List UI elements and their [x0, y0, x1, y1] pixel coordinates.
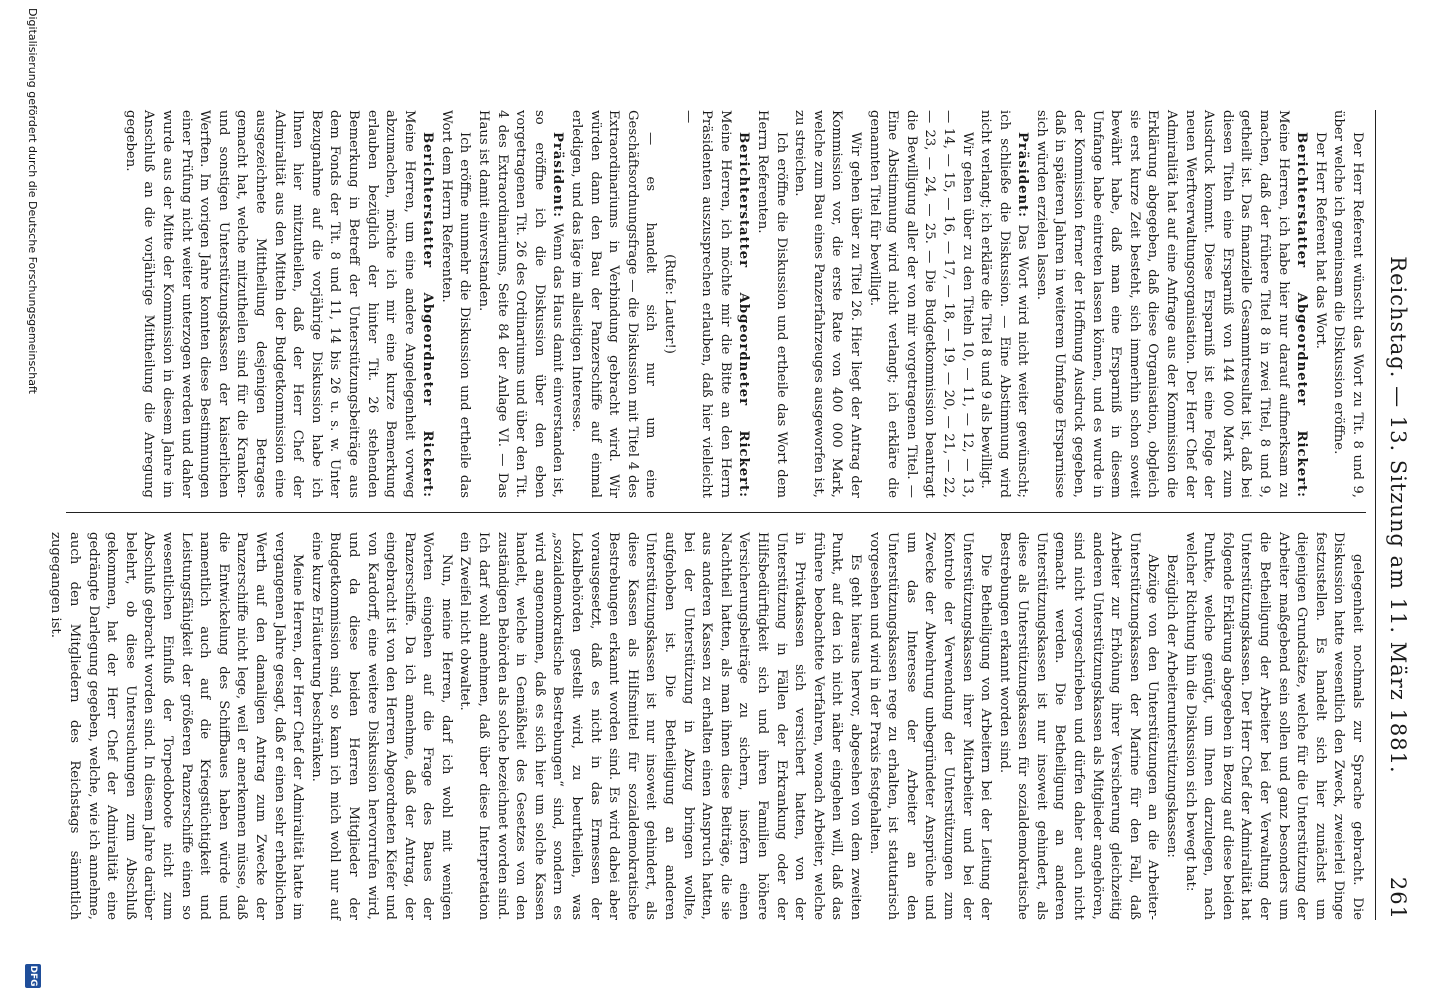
header-rule: [1375, 110, 1376, 920]
paragraph: [1310, 110, 1329, 498]
dfg-logo: DFG: [25, 964, 41, 988]
paragraph-text: Wenn das Haus damit einverstanden ist, so eröffne ich die Diskussion über den eben vorgetragenen Tit. 26 des Ordinariums und über den Tit. 4 des Extraordinariums, Seite 84 der Anlage VI. — Das Haus ist damit einverstanden.: [476, 110, 566, 498]
paragraph: [1180, 532, 1366, 920]
paragraph: [994, 532, 1161, 920]
paragraph: [1031, 110, 1310, 498]
running-title: Reichstag. — 13. Sitzung am 11. März 1881.: [1386, 256, 1410, 774]
paragraph: [790, 110, 864, 498]
paragraph: [864, 110, 976, 498]
paragraph: [455, 532, 864, 920]
paragraph: [752, 110, 789, 498]
paragraph: [1329, 110, 1366, 498]
digitization-footer: [22, 8, 44, 988]
paragraph: [678, 110, 752, 498]
paragraph: [436, 110, 473, 498]
paragraph: [1161, 532, 1180, 920]
text-column-left: [76, 110, 1366, 498]
interjection: [659, 110, 678, 498]
paragraph-text: — es handelt sich nur um eine Geschäftsordnungsfrage — die Diskussion mit Titel 4 des Extraordinariums in Verbindung gebracht wird. Wir würden dann den Bau der Panzerschiffe auf einmal erledigen, und das läge im allseitigen Interesse.: [569, 110, 659, 498]
paragraph-text: Die Betheiligung von Arbeitern bei der Leitung der Unterstützungskassen ihrer Mitarbeiter und bei der Kontrole der Verwendung der Unterstützungen zum Zwecke der Abwehrung unbegründeter Ansprüche und um das Interesse der Arbeiter an den Unterstützungskassen rege zu erhalten, ist statutarisch vorgesehen und wird in der Praxis festgehalten.: [866, 532, 994, 920]
paragraph-text: Meine Herren, um eine andere Angelegenheit vorweg abzumachen, möchte ich mir eine kurze Bemerkung erlauben bezüglich der hinter Tit. 26 stehenden Bemerkung in Betreff der Unterstützungsbeiträge aus dem Fonds der Tit. 8 und 11, 14 bis 26 u. s. w. Unter Bezugnahme auf die vorjährige Diskussion habe ich Ihnen hier mitzutheilen, daß der Herr Chef der Admiralität aus den Mitteln der Budgetkommission eine ausgezeichnete Mittheilung desjenigen Betrages gemacht hat, welche mitzutheilen sind für die Kranken- und sonstigen Unterstützungskassen der kaiserlichen Werften. Im vorigen Jahre konnten diese Bestimmungen einer Prüfung nicht weiter unterzogen werden und daher wurde aus der Mitte der Kommission in diesem Jahre im Anschluß an die vorjährige Mittheilung die Anregung gegeben.: [122, 110, 417, 498]
page-number: 261: [1386, 876, 1410, 920]
footer-text: Digitalisierung gefördert durch die Deutsche Forschungsgemeinschaft: [26, 8, 40, 394]
paragraph-text: Abzüge von den Unterstützungen an die Arbeiter-Unterstützungskassen der Marine für den Fall, daß Arbeiter zur Erhöhung ihrer Versicherung gleichzeitig anderen Unterstützungskassen als Mitglieder angehören, sind nicht vorgeschrieben und dürfen daher auch nicht gemacht werden. Die Betheiligung an anderen Unterstützungskassen ist nur insoweit gehindert, als diese als Unterstützungskassen für sozialdemokratische Bestrebungen erkannt worden sind.: [996, 532, 1161, 920]
paragraph-text: Es geht hieraus hervor, abgesehen von dem zweiten Punkt, auf den ich nicht näher eingehen will, daß das frühere beobachtete Verfahren, wonach Arbeiter, welche in Privatkassen sich versichert hatten, von der Unterstützung in Fällen der Erkrankung oder der Hilfsbedürftigkeit sich und ihren Familien höhere Versicherungsbeiträge zu sichern, insofern einen Nachtheil hatten, als man ihnen diese Beiträge, die sie aus anderen Kassen zu erhalten einen Anspruch hatten, bei der Unterstützung in Abzug bringen wollte, aufgehoben ist. Die Betheiligung an anderen Unterstützungskassen ist nur insoweit gehindert, als diese Kassen als Hilfsmittel für sozialdemokratische Bestrebungen erkannt worden sind. Es wird dabei aber vorausgesetzt, daß es nicht in das Ermessen der Lokalbehörden gestellt wird, zu beurtheilen, was „sozialdemokratische Bestrebungen“ sind, sondern es wird angenommen, daß es sich hier um solche Kassen handelt, welche in Gemäßheit des Gesetzes von den zuständigen Behörden als solche bezeichnet worden sind. Ich darf wohl annehmen, daß über diese Interpretation ein Zweifel nicht obwaltet.: [457, 532, 863, 920]
paragraph-text: Wir gehen über zu Titel 26. Hier liegt der Antrag der Kommission vor, die erste Rate von 400 000 Mark, welche zum Bau eines Panzerfahrzeuges ausgeworfen ist, zu streichen.: [792, 110, 863, 498]
paragraph: [976, 110, 1032, 498]
paragraph-text: Ich eröffne nunmehr die Diskussion und ertheile das Wort dem Herrn Referenten.: [438, 110, 473, 498]
paragraph: [306, 532, 455, 920]
page-header: [1382, 110, 1414, 920]
speaker-name: Berichterstatter Abgeordneter Rickert:: [420, 132, 436, 498]
speaker-name: Berichterstatter Abgeordneter Rickert:: [736, 132, 752, 498]
paragraph-text: Der Herr Referent hat das Wort.: [1312, 132, 1328, 349]
paragraph-text: (Rufe: Lauter!): [662, 254, 678, 354]
paragraph: [566, 110, 659, 498]
paragraph-text: Meine Herren, ich habe hier nur darauf aufmerksam zu machen, daß der frühere Titel 8 in zwei Titel, 8 und 9, getheilt ist. Das finanzielle Gesammtresultat ist, daß bei diesen Titeln eine Ersparniß von 144 000 Mark zum Ausdruck kommt. Diese Ersparniß ist eine Folge der neuen Werftverwaltungsorganisation. Der Herr Chef der Admiralität hat auf eine Anfrage aus der Kommission die Erklärung abgegeben, daß diese Organisation, obgleich sie erst kurze Zeit besteht, sich immerhin schon soweit bewährt habe, daß man eine Ersparniß in diesem Umfange habe eintreten lassen können, und es wurde in der Kommission ferner der Hoffnung Ausdruck gegeben, daß in späteren Jahren in weiterem Umfange Ersparnisse sich würden erzielen lassen.: [1033, 110, 1291, 498]
paragraph: [864, 532, 994, 920]
paragraph-text: Ich eröffne die Diskussion und ertheile das Wort dem Herrn Referenten.: [755, 110, 789, 498]
paragraph: [474, 110, 567, 498]
column-divider: [66, 512, 1366, 513]
paragraph-text: gelegenheit nochmals zur Sprache gebracht. Die Diskussion hatte wesentlich den Zweck, zweierlei Dinge festzustellen. Es handelt sich hier zunächst um diejenigen Grundsätze, welche für die Unterstützung der Arbeiter maßgebend sein sollen und ganz besonders um die Betheiligung der Arbeiter bei der Verwaltung der Unterstützungskassen. Der Herr Chef der Admiralität hat folgende Erklärung abgegeben in Bezug auf diese beiden Punkte, welche genügt, um Ihnen darzulegen, nach welcher Richtung hin die Diskussion sich bewegt hat:: [1182, 532, 1365, 920]
paragraph: [46, 532, 306, 920]
paragraph-text: Bezüglich der Arbeiterunterstützungskassen:: [1164, 554, 1180, 858]
paragraph-text: Das Wort wird nicht weiter gewünscht; ich schließe die Diskussion. — Eine Abstimmung wird nicht verlangt; ich erkläre die Titel 8 und 9 als bewilligt.: [978, 110, 1031, 498]
speaker-name: Präsident:: [550, 132, 566, 219]
paragraph-text: Meine Herren, der Herr Chef der Admiralität hatte im vergangenen Jahre gesagt, daß er einen sehr erheblichen Werth auf den damaligen Antrag zum Zwecke der Panzerschiffe nicht lege, weil er anerkennen müsse, daß die Entwickelung des Schiffbaues haben würde und namentlich auch auf die Kriegstüchtigkeit und Leistungsfähigkeit der größeren Panzerschiffe einen so wesentlichen Einfluß der Torpedoboote nicht zum Abschluß gebracht worden sind. In diesem Jahre darüber belehrt, ob diese Untersuchungen zum Abschluß gekommen, hat der Herr Chef der Admiralität eine gedrängte Darlegung gegeben, welche, wie ich annehme, auch den Mitgliedern des Reichstags sämmtlich zugegangen ist.: [48, 532, 306, 920]
paragraph: [120, 110, 436, 498]
speaker-name: Berichterstatter Abgeordneter Rickert:: [1294, 132, 1310, 498]
paragraph-text: Nun, meine Herren, darf ich wohl mit wenigen Worten eingehen auf die Frage des Baues der Panzerschiffe. Da ich annehme, daß der Antrag, der eingebracht ist von den Herren Abgeordneten Kiefer und von Kardorff, eine weitere Diskussion hervorrufen wird, und da diese beiden Herren Mitglieder der Budgetkommission sind, so kann ich mich wohl nur auf eine kurze Erläuterung beschränken.: [308, 532, 454, 920]
speaker-name: Präsident:: [1015, 132, 1031, 219]
text-column-right: [48, 532, 1366, 920]
paragraph-text: Der Herr Referent wünscht das Wort zu Tit. 8 und 9, über welche ich gemeinsam die Diskussion eröffne.: [1331, 110, 1365, 498]
paragraph-text: Meine Herren, ich möchte mir die Bitte an den Herrn Präsidenten auszusprechen erlauben, daß hier vielleicht —: [680, 110, 733, 498]
paragraph-text: Wir gehen über zu den Titeln 10, — 11, — 12, — 13, — 14, — 15, — 16, — 17, — 18, — 19, — 20, — 21, — 22, — 23, — 24, — 25. — Die Budgetkommission beantragt die Bewilligung aller der von mir vorgetragenen Titel. — Eine Abstimmung wird nicht verlangt; ich erkläre die genannten Titel für bewilligt.: [866, 110, 975, 498]
